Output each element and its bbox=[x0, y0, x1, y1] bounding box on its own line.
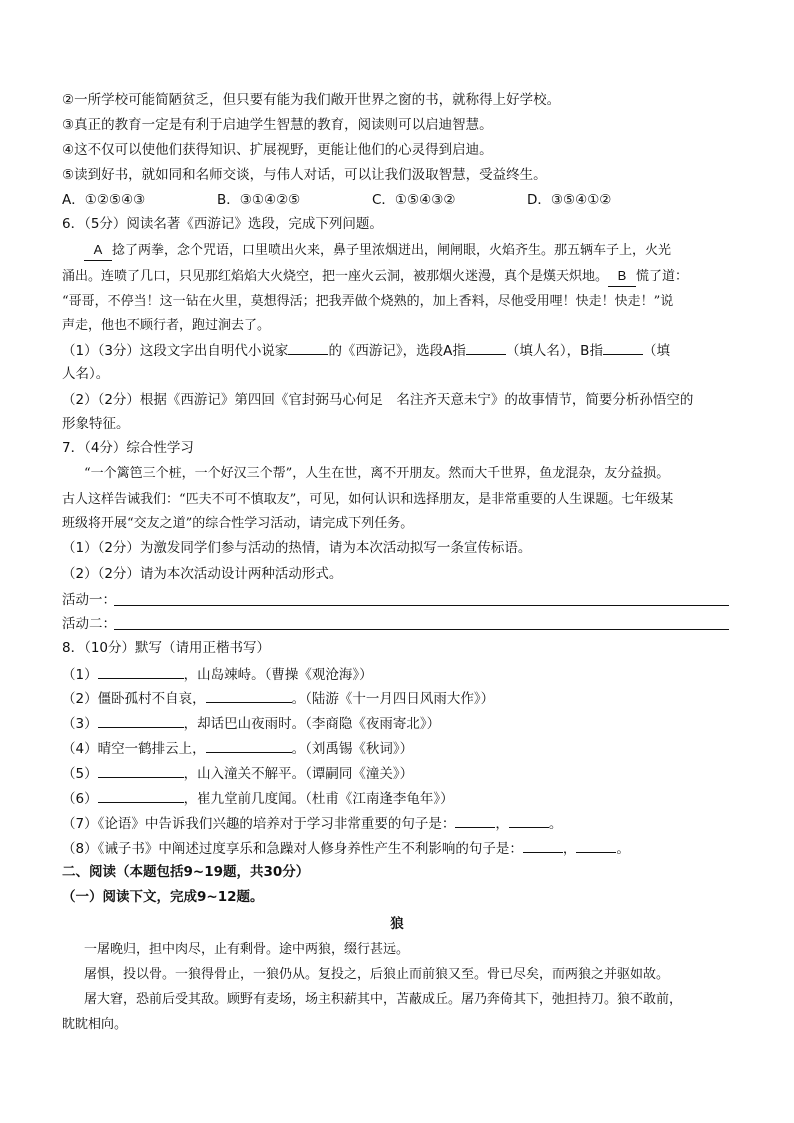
q8-blank-1[interactable] bbox=[98, 664, 184, 679]
q8-blank-8a[interactable] bbox=[523, 838, 563, 853]
q7-title: 7．（4分）综合性学习 bbox=[62, 440, 194, 456]
part2-subtitle: （一）阅读下文，完成9~12题。 bbox=[62, 889, 264, 905]
q7-passage-line-2: 古人这样告诫我们：“匹夫不可不慎取友”，可见，如何认识和选择朋友，是非常重要的人生课题。七年级某 bbox=[62, 492, 674, 507]
q8-item-2: （2）僵卧孤村不自哀， 。（陆游《十一月四日风雨大作》） bbox=[62, 688, 742, 709]
essay-paragraph-2: 屠惧，投以骨。一狼得骨止，一狼仍从。复投之，后狼止而前狼又至。骨已尽矣，而两狼之并驱如故。 bbox=[84, 967, 670, 982]
q5-sentence-4: ④这不仅可以使他们获得知识、扩展视野，更能让他们的心灵得到启迪。 bbox=[62, 142, 493, 158]
q8-item-5: （5） ，山入潼关不解平。（谭嗣同《潼关》） bbox=[62, 763, 742, 784]
q7-passage-line-3: 班级将开展“交友之道”的综合性学习活动，请完成下列任务。 bbox=[62, 516, 414, 531]
q7-activity-1-line[interactable] bbox=[114, 605, 729, 606]
q8-item-8: （8）《诫子书》中阐述过度享乐和急躁对人修身养性产生不利影响的句子是： ， 。 bbox=[62, 838, 742, 859]
q7-passage-line-1: “一个篱笆三个桩，一个好汉三个帮”，人生在世，离不开朋友。然而大千世界，鱼龙混杂，友分益损。 bbox=[84, 466, 670, 481]
q6-passage-line-2: 涌出。连喷了几口，只见那红焰焰大火烧空，把一座火云洞，被那烟火迷漫，真个是熯天炽地。 B 慌了道： bbox=[62, 266, 742, 287]
q8-item-1: （1） ，山岛竦峙。（曹操《观沧海》） bbox=[62, 664, 742, 685]
q8-blank-5[interactable] bbox=[98, 763, 184, 778]
q8-blank-6[interactable] bbox=[98, 788, 184, 803]
essay-paragraph-3-line-1: 屠大窘，恐前后受其敌。顾野有麦场，场主积薪其中，苫蔽成丘。屠乃奔倚其下，弛担持刀。狼不敢前， bbox=[84, 992, 683, 1007]
q6-sub2-line-2: 形象特征。 bbox=[62, 416, 130, 432]
q6-passage-line-4: 声走，他也不顾行者，跑过涧去了。 bbox=[62, 318, 271, 333]
q6-passage-line-3: “哥哥，不停当！这一钻在火里，莫想得活；把我弄做个烧熟的，加上香料，尽他受用哩！快走！快走！”说 bbox=[62, 294, 674, 309]
q7-activity-2-label: 活动二： bbox=[62, 616, 116, 632]
essay-paragraph-1: 一屠晚归，担中肉尽，止有剩骨。途中两狼，缀行甚远。 bbox=[84, 942, 410, 957]
q5-option-d[interactable]: D．③⑤④①② bbox=[527, 192, 612, 208]
q8-blank-7a[interactable] bbox=[455, 813, 495, 828]
q8-blank-3[interactable] bbox=[98, 713, 184, 728]
q6-sub2-line-1: （2）（2分）根据《西游记》第四回《官封弼马心何足 名注齐天意未宁》的故事情节，简要分析孙悟空的 bbox=[62, 392, 694, 408]
q8-item-7: （7）《论语》中告诉我们兴趣的培养对于学习非常重要的句子是： ， 。 bbox=[62, 813, 742, 834]
essay-paragraph-3-line-2: 眈眈相向。 bbox=[62, 1017, 128, 1032]
q6-b-name-blank[interactable] bbox=[603, 340, 643, 355]
q6-sub1-line-1: （1）（3分）这段文字出自明代小说家 的《西游记》，选段A指 （填人名），B指 （填 bbox=[62, 340, 742, 361]
q8-blank-2[interactable] bbox=[206, 688, 292, 703]
q5-options bbox=[62, 190, 742, 210]
part2-title: 二、阅读（本题包括9~19题，共30分） bbox=[62, 864, 310, 880]
q5-option-a[interactable]: A．①②⑤④③ bbox=[62, 192, 146, 208]
q6-blank-b: B bbox=[608, 266, 636, 287]
q5-option-c[interactable]: C．①⑤④③② bbox=[372, 192, 456, 208]
q8-item-6: （6） ，崔九堂前几度闻。（杜甫《江南逢李龟年》） bbox=[62, 788, 742, 809]
q8-item-3: （3） ，却话巴山夜雨时。（李商隐《夜雨寄北》） bbox=[62, 713, 742, 734]
q7-sub2: （2）（2分）请为本次活动设计两种活动形式。 bbox=[62, 566, 343, 582]
q8-blank-8b[interactable] bbox=[576, 838, 616, 853]
q5-option-b[interactable]: B．③①④②⑤ bbox=[217, 192, 301, 208]
q6-sub1-line-2: 人名）。 bbox=[62, 366, 110, 382]
q8-title: 8．（10分）默写（请用正楷书写） bbox=[62, 640, 271, 656]
q6-title: 6．（5分）阅读名著《西游记》选段，完成下列问题。 bbox=[62, 216, 383, 232]
q7-activity-2-line[interactable] bbox=[114, 629, 729, 630]
q6-author-blank[interactable] bbox=[288, 340, 328, 355]
q6-a-name-blank[interactable] bbox=[466, 340, 506, 355]
q7-activity-1-label: 活动一： bbox=[62, 592, 116, 608]
q6-passage-line-1: A 捻了两拳，念个咒语，口里喷出火来，鼻子里浓烟迸出，闸闸眼，火焰齐生。那五辆车子上，火光 bbox=[84, 240, 764, 261]
q8-blank-7b[interactable] bbox=[509, 813, 549, 828]
q5-sentence-3: ③真正的教育一定是有利于启迪学生智慧的教育，阅读则可以启迪智慧。 bbox=[62, 117, 493, 133]
q5-sentence-5: ⑤读到好书，就如同和名师交谈，与伟人对话，可以让我们汲取智慧，受益终生。 bbox=[62, 167, 547, 183]
q6-blank-a: A bbox=[84, 240, 112, 261]
q8-blank-4[interactable] bbox=[206, 738, 292, 753]
q7-sub1: （1）（2分）为激发同学们参与活动的热情，请为本次活动拟写一条宣传标语。 bbox=[62, 540, 532, 556]
q5-sentence-2: ②一所学校可能简陋贫乏，但只要有能为我们敞开世界之窗的书，就称得上好学校。 bbox=[62, 92, 561, 108]
essay-title: 狼 bbox=[390, 916, 404, 932]
q8-item-4: （4）晴空一鹤排云上， 。（刘禹锡《秋词》） bbox=[62, 738, 742, 759]
